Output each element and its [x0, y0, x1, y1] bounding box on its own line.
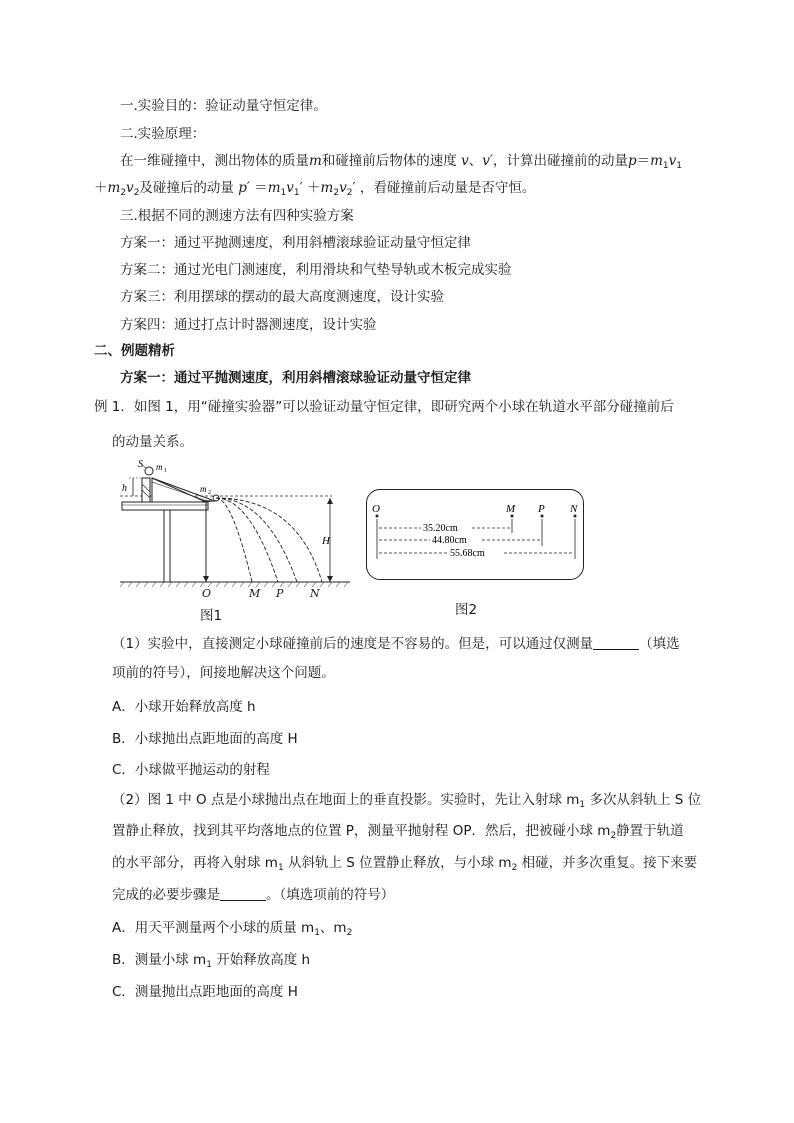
q2-answer-blank[interactable]	[220, 886, 266, 901]
principle-heading: 二.实验原理：	[120, 126, 206, 142]
scheme-3: 方案三：利用摆球的摆动的最大高度测速度，设计实验	[120, 289, 444, 305]
fig1-label-O: O	[202, 587, 212, 600]
fig2-distance-OM: 35.20cm	[423, 523, 458, 534]
fig1-label-M: M	[249, 587, 261, 600]
principle-line-2: $+m_2v_2$及碰撞后的动量 $p' =m_1v_1' +m_2v_2'$ ，看碰撞前后动量是否守恒。	[94, 180, 536, 198]
fig2-label-M: M	[506, 503, 516, 515]
principle-line-1: 在一维碰撞中，测出物体的质量m和碰撞前后物体的速度 v、v′，计算出碰撞前的动量$p=m_1v_1$	[120, 153, 683, 171]
fig2-label-P: P	[538, 503, 545, 515]
fig1-label-N: N	[310, 587, 320, 600]
label-S: S	[138, 459, 143, 470]
q1-option-b: B．小球抛出点距地面的高度 H	[112, 731, 298, 747]
q1-option-a: A．小球开始释放高度 h	[112, 699, 256, 715]
figure-2-diagram	[366, 489, 584, 581]
q2-option-a: A．用天平测量两个小球的质量 $m_1$、$m_2$	[112, 920, 353, 938]
goal-line: 一.实验目的：验证动量守恒定律。	[120, 98, 327, 114]
q2-line-3: 的水平部分，再将入射球 $m_1$ 从斜轨上 S 位置静止释放，与小球 $m_2$ 相碰，并多次重复。接下来要	[112, 855, 698, 873]
fig2-distance-OP: 44.80cm	[432, 535, 467, 546]
scheme-1: 方案一：通过平抛测速度，利用斜槽滚球验证动量守恒定律	[120, 235, 471, 251]
q2-option-b: B．测量小球 $m_1$ 开始释放高度 h	[112, 952, 311, 970]
fig2-label-N: N	[570, 503, 578, 515]
label-m1-sub: 1	[164, 468, 167, 474]
q2-option-c: C．测量抛出点距地面的高度 H	[112, 984, 298, 1000]
q1-option-c: C．小球做平抛运动的射程	[112, 762, 270, 778]
label-m2: m	[200, 484, 207, 494]
scheme-2: 方案二：通过光电门测速度，利用滑块和气垫导轨或木板完成实验	[120, 262, 512, 278]
q2-line-2: 置静止释放，找到其平均落地点的位置 P，测量平抛射程 OP．然后，把被碰小球 $m_2$静置于轨道	[112, 823, 684, 841]
figure-1-diagram	[112, 458, 358, 594]
q1-line-2: 项前的符号），间接地解决这个问题。	[112, 665, 335, 681]
example-line-1: 例 1．如图 1，用“碰撞实验器”可以验证动量守恒定律，即研究两个小球在轨道水平部分碰撞前后	[94, 399, 674, 415]
example-line-2: 的动量关系。	[112, 434, 193, 450]
methods-heading: 三.根据不同的测速方法有四种实验方案	[120, 208, 354, 224]
q1-answer-blank[interactable]	[593, 635, 639, 650]
label-m1: m	[156, 462, 163, 472]
fig1-label-P: P	[276, 587, 284, 600]
q2-line-1: （2）图 1 中 O 点是小球抛出点在地面上的垂直投影。实验时，先让入射球 $m_1$ 多次从斜轨上 S 位	[112, 792, 702, 810]
q2-line-4: 完成的必要步骤是 。（填选项前的符号）	[112, 887, 395, 903]
figure-1-caption: 图1	[200, 608, 223, 624]
figure-2-caption: 图2	[455, 602, 478, 618]
scheme-4: 方案四：通过打点计时器测速度，设计实验	[120, 317, 377, 333]
section-title: 二、例题精析	[94, 343, 175, 359]
label-m2-sub: 2	[208, 490, 211, 496]
label-H: H	[322, 535, 330, 547]
fig2-label-O: O	[372, 503, 380, 515]
scheme-heading: 方案一：通过平抛测速度，利用斜槽滚球验证动量守恒定律	[120, 370, 471, 386]
q1-line-1: （1）实验中，直接测定小球碰撞前后的速度是不容易的。但是，可以通过仅测量 （填选	[112, 636, 680, 652]
label-h: h	[122, 483, 127, 494]
fig2-distance-ON: 55.68cm	[450, 548, 485, 559]
